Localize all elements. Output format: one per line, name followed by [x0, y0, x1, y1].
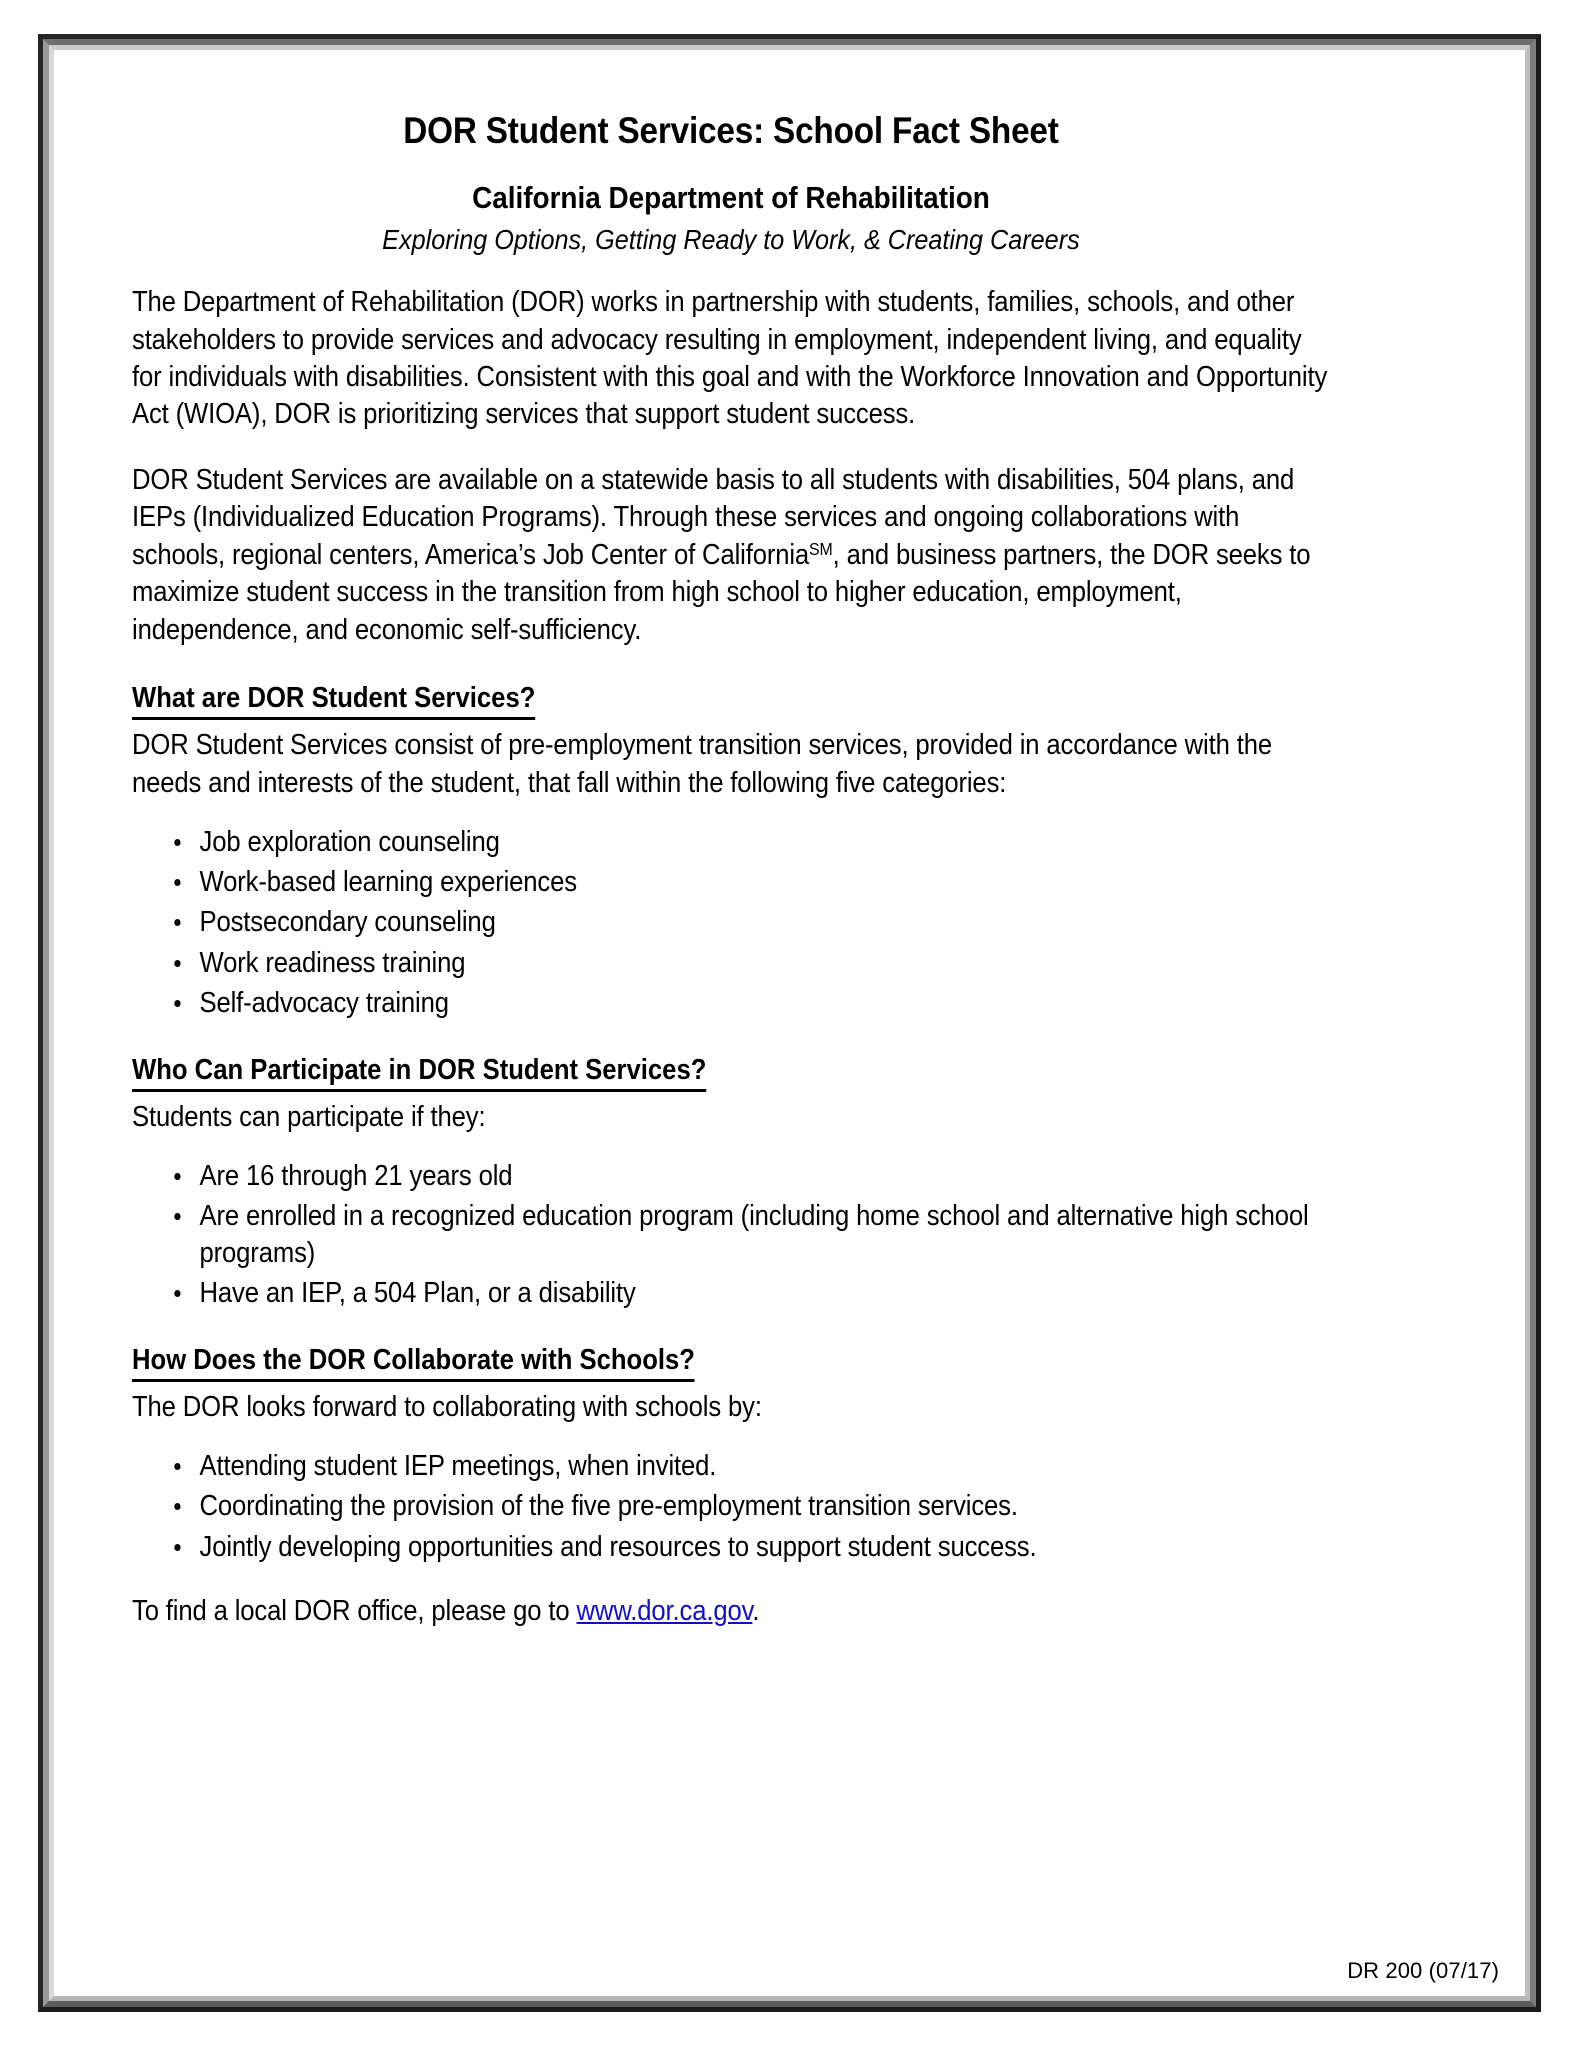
list-item: Work readiness training — [132, 945, 1330, 981]
list-item: Are enrolled in a recognized education program (including home school and alternative high school programs) — [132, 1198, 1330, 1270]
section-heading-who-can-participate: Who Can Participate in DOR Student Services? — [132, 1053, 706, 1092]
list-item: Job exploration counseling — [132, 824, 1330, 860]
document-tagline: Exploring Options, Getting Ready to Work, & Creating Careers — [382, 224, 1080, 256]
section-heading-row-2 — [132, 1021, 1463, 1092]
intro-paragraph-2-text-before: DOR Student Services are available on a statewide basis to all students with disabilities, 504 plans, and IEPs (Individualized Education Programs). Through these services and ongoing collaborations with schools, regional centers, America’s Job Center of California — [132, 463, 1295, 571]
list-item: Postsecondary counseling — [132, 904, 1330, 940]
section-heading-row-3 — [132, 1311, 1463, 1382]
section-lead-1: DOR Student Services consist of pre-employment transition services, provided in accordance with the needs and interests of the student, that fall within the following five categories: — [132, 729, 1272, 799]
page-title: DOR Student Services: School Fact Sheet — [403, 110, 1059, 151]
closing-text-after-link: . — [752, 1594, 760, 1627]
list-item: Attending student IEP meetings, when invited. — [132, 1448, 1330, 1484]
list-item: Self-advocacy training — [132, 985, 1330, 1021]
list-item: Are 16 through 21 years old — [132, 1158, 1330, 1194]
list-item: Work-based learning experiences — [132, 864, 1330, 900]
section-heading-row-1 — [132, 649, 1463, 720]
intro-paragraph-2 — [132, 462, 1330, 649]
document-page-frame — [38, 34, 1541, 2012]
list-item: Have an IEP, a 504 Plan, or a disability — [132, 1275, 1330, 1311]
intro-paragraph-2-text-after: , and business partners, the DOR seeks to maximize student success in the transition from high school to higher education, employment, independence, and economic self-sufficiency. — [132, 538, 1311, 646]
section-lead-2: Students can participate if they: — [132, 1100, 486, 1133]
dor-website-link[interactable]: www.dor.ca.gov — [576, 1594, 753, 1627]
document-subtitle: California Department of Rehabilitation — [472, 180, 990, 216]
bullet-list-services — [132, 824, 1463, 1021]
document-frame-bevel-outer — [43, 39, 1536, 2007]
form-number-footer: DR 200 (07/17) — [1347, 1958, 1499, 1983]
section-lead-3: The DOR looks forward to collaborating with schools by: — [132, 1390, 762, 1423]
closing-text-before-link: To find a local DOR office, please go to — [132, 1594, 577, 1627]
bullet-list-eligibility — [132, 1158, 1463, 1311]
section-heading-what-are-dor-student-services: What are DOR Student Services? — [132, 681, 535, 720]
bullet-list-collaboration — [132, 1448, 1463, 1565]
service-mark-superscript: SM — [809, 538, 833, 559]
intro-paragraph-1: The Department of Rehabilitation (DOR) works in partnership with students, families, schools, and other stakeholders to provide services and advocacy resulting in employment, independent living, and equality for individuals with disabilities. Consistent with this goal and with the Workforce Innovation and Opportunity Act (WIOA), DOR is prioritizing services that support student success. — [132, 286, 1328, 431]
document-frame-bevel-inner — [49, 45, 1530, 2001]
closing-paragraph — [132, 1593, 1330, 1630]
list-item: Coordinating the provision of the five pre-employment transition services. — [132, 1488, 1330, 1524]
document-content-sheet — [54, 50, 1525, 1996]
list-item: Jointly developing opportunities and resources to support student success. — [132, 1529, 1330, 1565]
section-heading-how-does-dor-collaborate: How Does the DOR Collaborate with Schools? — [132, 1343, 695, 1382]
